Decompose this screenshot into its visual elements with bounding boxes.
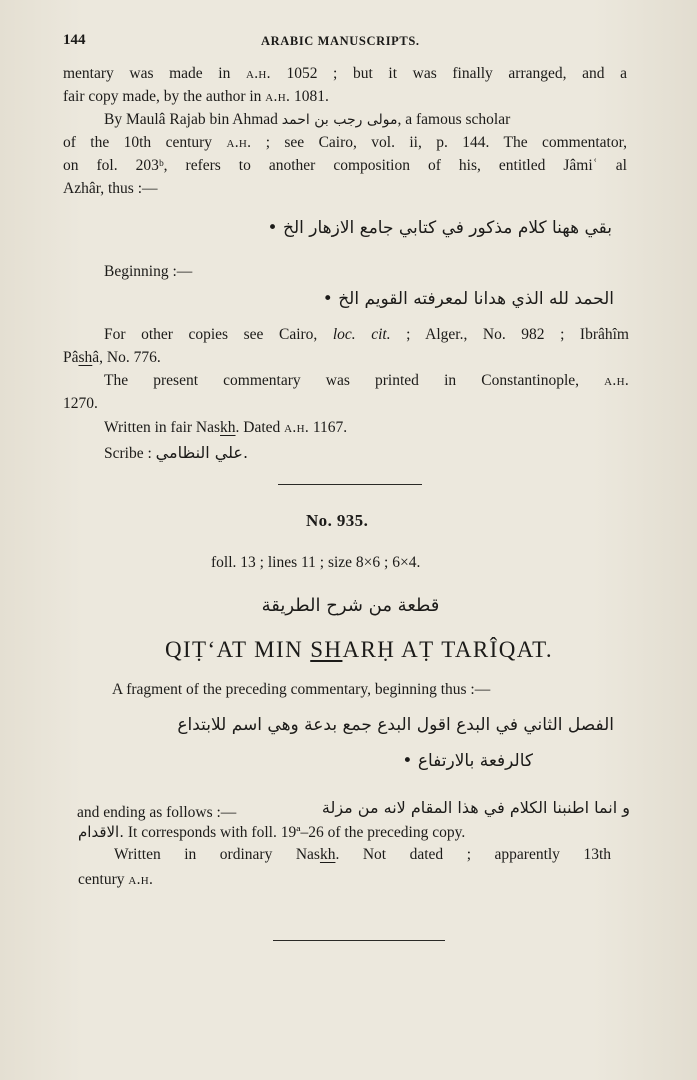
text-line: fair copy made, by the author in a.h. 1081. <box>63 88 329 105</box>
arabic-beginning-line: كالرفعة بالارتفاع • <box>402 751 533 771</box>
entry-title: QIṬ‘AT MIN SHARḤ AṬ TARÎQAT. <box>164 637 554 662</box>
fragment-line: A fragment of the preceding commentary, beginning thus :— <box>112 681 491 698</box>
arabic-name: مولى رجب بن احمد <box>281 112 398 128</box>
arabic-beginning: الحمد لله الذي هدانا لمعرفته القويم الخ • <box>322 289 614 309</box>
text-line: Pâshâ, No. 776. <box>63 349 161 366</box>
text-line: mentary was made in a.h. 1052 ; but it was finally arranged, and a <box>63 65 628 82</box>
text-line: 1270. <box>63 395 98 412</box>
ending-label: and ending as follows :— <box>77 804 237 821</box>
text-line: Written in fair Naskh. Dated a.h. 1167. <box>104 419 348 436</box>
arabic-beginning-line: الفصل الثاني في البدع اقول البدع جمع بدعة وهي اسم للابتداع <box>177 715 614 735</box>
text-line: الاقدام. It corresponds with foll. 19ª–26 of the preceding copy. <box>78 823 466 841</box>
text-line: The present commentary was printed in Constantinople, a.h. <box>104 372 629 389</box>
scribe-line: Scribe : علي النظامي. <box>104 443 249 462</box>
beginning-label: Beginning :— <box>104 263 193 280</box>
entry-number: No. 935. <box>306 511 369 530</box>
running-title: ARABIC MANUSCRIPTS. <box>261 34 420 48</box>
arabic-ending-line: و انما اطنبنا الكلام في هذا المقام لانه من مزلة <box>321 798 630 817</box>
text-line: century a.h. <box>78 871 154 888</box>
text-line: on fol. 203ᵇ, refers to another composition of his, entitled Jâmiʿ al <box>63 157 627 174</box>
section-divider <box>278 484 422 485</box>
text-line: Azhâr, thus :— <box>63 180 158 197</box>
text-line: of the 10th century a.h. ; see Cairo, vol. ii, p. 144. The commentator, <box>63 134 627 151</box>
text-line: Written in ordinary Naskh. Not dated ; apparently 13th <box>114 846 612 863</box>
text-line: By Maulâ Rajab bin Ahmad مولى رجب بن احمد, a famous scholar <box>104 111 511 128</box>
entry-details: foll. 13 ; lines 11 ; size 8×6 ; 6×4. <box>211 554 421 571</box>
section-divider <box>273 940 445 941</box>
page-number: 144 <box>63 32 86 48</box>
arabic-title: قطعة من شرح الطريقة <box>261 595 440 616</box>
arabic-quote: بقي ههنا كلام مذكور في كتابي جامع الازهار الخ • <box>267 218 612 238</box>
text-line: For other copies see Cairo, loc. cit. ; Alger., No. 982 ; Ibrâhîm <box>104 326 629 343</box>
